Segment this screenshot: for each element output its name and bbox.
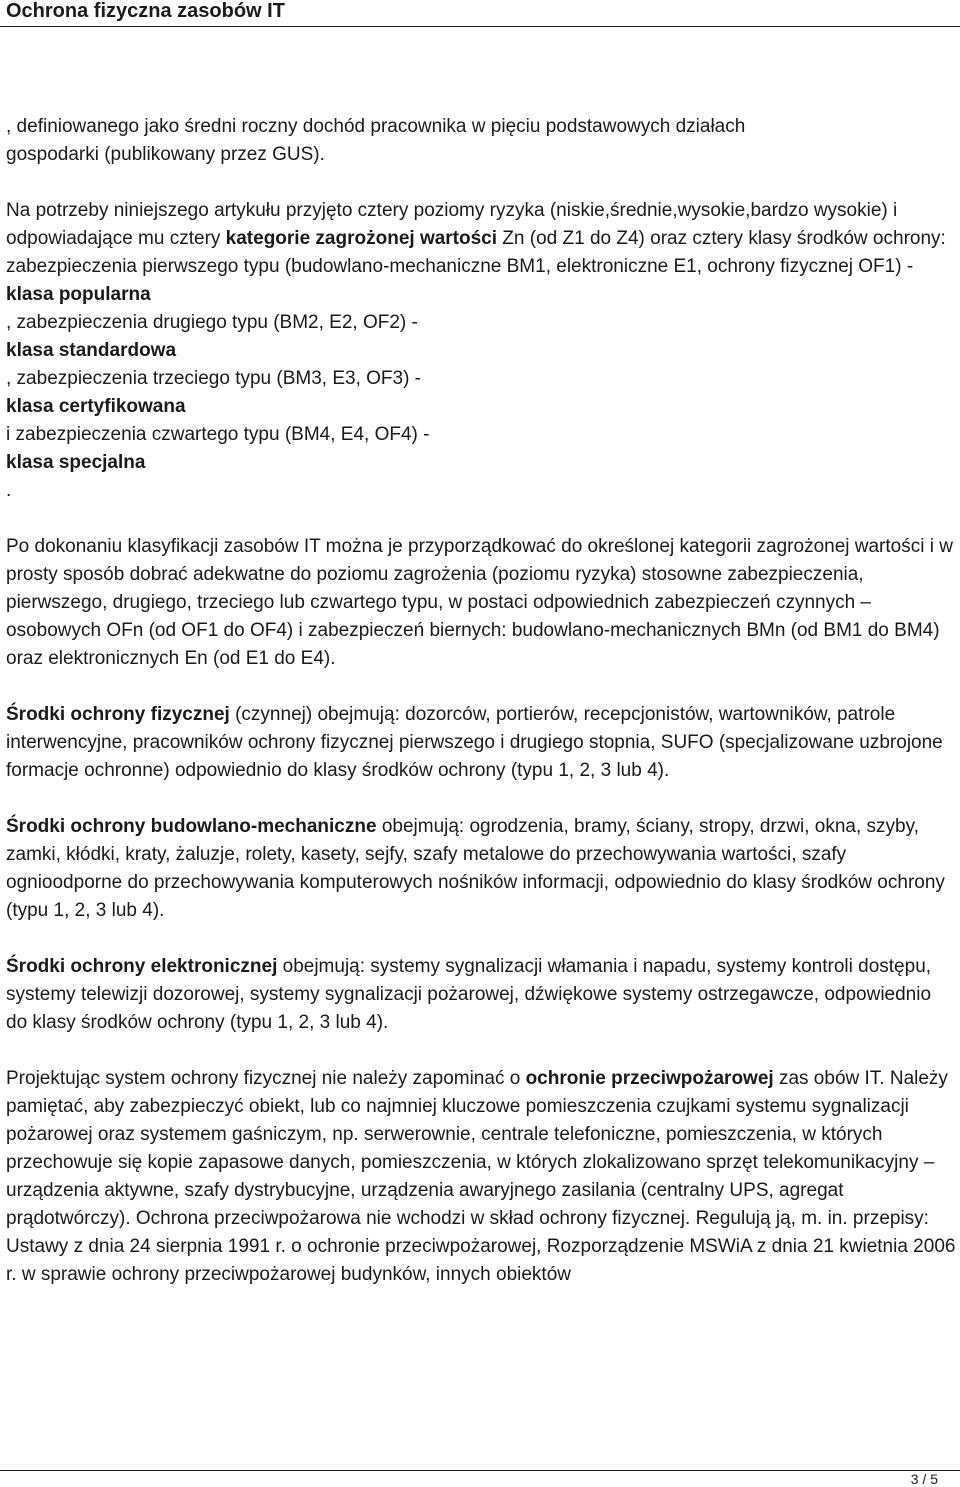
physical-protection-term: Środki ochrony fizycznej (6, 704, 230, 725)
page-header (0, 0, 960, 27)
electronic-protection-text: obejmują: systemy sygnalizacji włamania i napadu, systemy kontroli dostępu, systemy telewizji dozorowej, systemy sygnalizacji pożarowej, dźwiękowe systemy ostrzegawcze, odpowiednio do klasy środków ochrony (typu 1, 2, 3 lub 4). (6, 956, 932, 1033)
paragraph-intro-line-2: gospodarki (publikowany przez GUS). (6, 144, 325, 165)
risk-category-term: kategorie zagrożonej wartości (225, 228, 498, 249)
risk-levels-text-b: Zn (od Z1 do Z4) oraz cztery klasy środków ochrony: zabezpieczenia pierwszego typu (budowlano-mechaniczne BM1, elektroniczne E1, ochrony fizycznej OF1) - (6, 228, 946, 277)
risk-levels-text-e: i zabezpieczenia czwartego typu (BM4, E4, OF4) - (6, 424, 430, 445)
paragraph-mechanical-protection (6, 813, 956, 925)
mechanical-protection-term: Środki ochrony budowlano-mechaniczne (6, 816, 377, 837)
risk-levels-text-a: Na potrzeby niniejszego artykułu przyjęto cztery poziomy ryzyka (niskie,średnie,wysokie,bardzo wysokie) i odpowiadające mu cztery (6, 200, 898, 249)
fire-protection-text-a: Projektując system ochrony fizycznej nie należy zapominać o (6, 1068, 526, 1089)
paragraph-fire-protection (6, 1065, 956, 1289)
electronic-protection-term: Środki ochrony elektronicznej (6, 956, 278, 977)
class-standard: klasa standardowa (6, 340, 177, 361)
fire-protection-text-b: zas obów IT. Należy pamiętać, aby zabezpieczyć obiekt, lub co najmniej kluczowe pomieszczenia czujkami systemu sygnalizacji pożarowej oraz systemem gaśniczym, np. serwerownie, centrale telefoniczne, pomieszczenia, w których przechowuje się kopie zapasowe danych, pomieszczenia, w których zlokalizowano sprzęt telekomunikacyjny – urządzenia aktywne, szafy dystrybucyjne, urządzenia awaryjnego zasilania (centralny UPS, agregat prądotwórczy). Ochrona przeciwpożarowa nie wchodzi w skład ochrony fizycznej. Regulują ją, m. in. przepisy: Ustawy z dnia 24 sierpnia 1991 r. o ochronie przeciwpożarowej, Rozporządzenie MSWiA z dnia 21 kwietnia 2006 r. w sprawie ochrony przeciwpożarowej budynków, innych obiektów (6, 1068, 956, 1285)
physical-protection-text: (czynnej) obejmują: dozorców, portierów, recepcjonistów, wartowników, patrole interwencyjne, pracowników ochrony fizycznej pierwszego i drugiego stopnia, SUFO (specjalizowane uzbrojone formacje ochronne) odpowiednio do klasy środków ochrony (typu 1, 2, 3 lub 4). (6, 704, 943, 781)
fire-protection-term: ochronie przeciwpożarowej (525, 1068, 774, 1089)
class-special: klasa specjalna (6, 452, 146, 473)
paragraph-intro-line-1: , definiowanego jako średni roczny dochód pracownika w pięciu podstawowych działach (6, 116, 746, 137)
document-title: Ochrona fizyczna zasobów IT (6, 0, 285, 22)
paragraph-classification: Po dokonaniu klasyfikacji zasobów IT można je przyporządkować do określonej kategorii zagrożonej wartości i w prosty sposób dobrać adekwatne do poziomu zagrożenia (poziomu ryzyka) stosowne zabezpieczenia, pierwszego, drugiego, trzeciego lub czwartego typu, w postaci odpowiednich zabezpieczeń czynnych – osobowych OFn (od OF1 do OF4) i zabezpieczeń biernych: budowlano-mechanicznych BMn (od BM1 do BM4) oraz elektronicznych En (od E1 do E4). (6, 536, 953, 669)
page-footer (0, 1470, 960, 1487)
document-body (6, 113, 956, 1289)
footer-divider (0, 1470, 960, 1471)
class-popular: klasa popularna (6, 284, 151, 305)
risk-levels-text-f: . (6, 480, 12, 501)
class-certified: klasa certyfikowana (6, 396, 186, 417)
paragraph-physical-protection (6, 701, 956, 785)
page-number: 3 / 5 (910, 1471, 938, 1487)
paragraph-intro (6, 113, 956, 169)
paragraph-risk-levels (6, 197, 956, 505)
header-divider (0, 26, 960, 27)
risk-levels-text-d: , zabezpieczenia trzeciego typu (BM3, E3, OF3) - (6, 368, 422, 389)
risk-levels-text-c: , zabezpieczenia drugiego typu (BM2, E2, OF2) - (6, 312, 418, 333)
mechanical-protection-text: obejmują: ogrodzenia, bramy, ściany, stropy, drzwi, okna, szyby, zamki, kłódki, kraty, żaluzje, rolety, kasety, sejfy, szafy metalowe do przechowywania wartości, szafy ognioodporne do przechowywania komputerowych nośników informacji, odpowiednio do klasy środków ochrony (typu 1, 2, 3 lub 4). (6, 816, 945, 921)
paragraph-electronic-protection (6, 953, 956, 1037)
